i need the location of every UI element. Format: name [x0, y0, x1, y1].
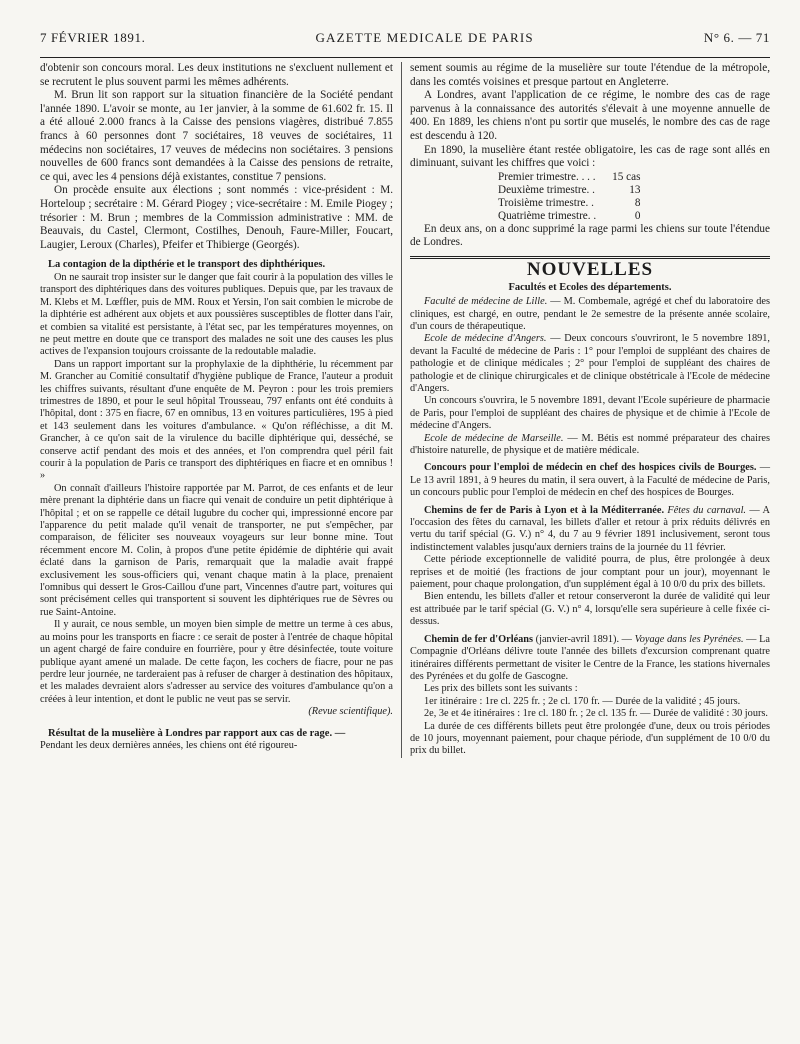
rage-cases-table	[498, 171, 646, 223]
paragraph: 2e, 3e et 4e itinéraires : 1re cl. 180 fr. ; 2e cl. 135 fr. — Durée de validité : 30 jours.	[424, 708, 768, 720]
left-column	[40, 62, 402, 758]
paragraph: En deux ans, on a donc supprimé la rage parmi les chiens sur toute l'étendue de Londres.	[410, 222, 770, 249]
paragraph: Bien entendu, les billets d'aller et retour conserveront la durée de validité qui leur est attribuée par le tarif spécial (G. V.) n° 4, lorsqu'elle sera supérieure à celle fixée ci-dessus.	[410, 591, 770, 628]
paragraph: Les prix des billets sont les suivants :	[424, 683, 578, 695]
header-page-number: N° 6. — 71	[703, 30, 770, 45]
news-item-orleans: Chemin de fer d'Orléans (janvier-avril 1891). — Voyage dans les Pyrénées. — La Compagnie d'Orléans délivre toute l'année des billets d'excursion comprenant quatre itinéraires différents permettant de visiter le Centre de la France, les stations hivernales des Pyrénées et du golfe de Gascogne.	[410, 633, 770, 682]
article-heading-diphtheria: La contagion de la dipthérie et le transport des diphthériques.	[48, 259, 326, 271]
running-header	[40, 16, 770, 58]
table-row: Troisième trimestre. . 8	[498, 196, 641, 209]
paragraph: d'obtenir son concours moral. Les deux institutions ne s'excluent nullement et se recrutent le plus souvent parmi les mêmes adhérents.	[40, 62, 393, 88]
article-heading-rage: Résultat de la muselière à Londres par rapport aux cas de rage. —	[48, 727, 346, 739]
right-column	[402, 62, 770, 758]
source-citation: (Revue scientifique).	[308, 706, 393, 718]
paragraph: Il y aurait, ce nous semble, un moyen bien simple de mettre un terme à ces abus, au moins pour les transports en fiacre : ce serait de poster à l'entrée de chaque hôpital un agent chargé de faire conduire en fourrière, pour y être désinfectée, toute voiture publique ayant amené un malade. De cette façon, les cochers de fiacre, pour ne pas perdre leur journée, ne tarderaient pas à refuser de charger à destination des hôpitaux, et les malades devraient alors s'adresser au service des voitures d'ambulance qu'on a créées à leur intention, et dont le public ne veut pas se servir.	[40, 619, 393, 705]
table-row: Deuxième trimestre. . 13	[498, 183, 641, 196]
paragraph: 1er itinéraire : 1re cl. 225 fr. ; 2e cl. 170 fr. — Durée de la validité ; 45 jours.	[424, 695, 741, 707]
two-column-body	[40, 62, 770, 758]
paragraph: La durée de ces différents billets peut être prolongée d'une, deux ou trois périodes de 10 jours, moyennant paiement, pour chaque période, d'un supplément de 10 0/0 du prix du billet.	[410, 720, 770, 757]
paragraph: On ne saurait trop insister sur le danger que fait courir à la population des villes le transport des diphtériques dans des voitures publiques. Depuis que, par les travaux de M. Klebs et M. Lœffler, puis de MM. Roux et Yersin, l'on sait combien le microbe de la diphtérie est adhérent aux objets et aux poussières susceptibles de flotter dans l'air, et combien sa vitalité est persistante, à l'état sec, par les températures moyennes, on ne peut mettre en doute que ce transport des malades ne soit une des causes les plus actives de l'expansion toujours croissante de la redoutable maladie.	[40, 271, 393, 358]
news-item-lille: Faculté de médecine de Lille. — M. Combemale, agrégé et chef du laboratoire des cliniques, est chargé, en outre, pendant le 2e semestre de la présente année scolaire, d'un cours de thérapeutique.	[410, 296, 770, 332]
news-item-angers: Ecole de médecine d'Angers. — Deux concours s'ouvriront, le 5 novembre 1891, devant la Faculté de médecine de Paris : 1° pour l'emploi de suppléant des chaires de pathologie et de clinique médicales ; 2° pour l'emploi de suppléant des chaires de pathologie et de clinique chirurgicales et de clinique obstétricale à l'Ecole de médecine d'Angers.	[410, 333, 771, 394]
paragraph: Pendant les deux dernières années, les chiens ont été rigoureu-	[40, 740, 298, 752]
paragraph: M. Brun lit son rapport sur la situation financière de la Société pendant l'année 1890. L'avoir se monte, au 1er janvier, à la somme de 61.602 fr. 15. Il a été alloué 2.000 francs à la Caisse des pensions viagères, distribué 7.855 francs à 60 personnes dont 7 sociétaires, 18 veuves de sociétaires, 11 médecins non sociétaires, 17 veuves de médecins non sociétaires. 3 pensions nouvelles de 600 francs sont demandées à la Caisse des pensions de retraite, ce qui, avec les 4 pensions déjà existantes, constitue 7 pensions.	[40, 89, 393, 183]
news-item-marseille: Ecole de médecine de Marseille. — M. Bétis est nommé préparateur des chaires d'histoire naturelle, de physique et de matière médicale.	[410, 432, 770, 456]
table-row: Quatrième trimestre. . 0	[498, 209, 641, 222]
news-item-plm: Chemins de fer de Paris à Lyon et à la Méditerranée. Fêtes du carnaval. — A l'occasion des fêtes du carnaval, les billets d'aller et retour à prix réduits délivrés en vertu du tarif spécial (G. V.) n° 4, du 7 au 9 février 1891 inclusivement, seront tous indistinctement valables jusqu'aux derniers trains de la journée du 11 février.	[410, 504, 770, 553]
paragraph: Dans un rapport important sur la prophylaxie de la diphthérie, lu récemment par M. Grancher au Comitié consultatif d'hygiène publique de France, l'auteur a produit les chiffres suivants, résultant d'une enquête de M. Peyron : pour les trois premiers trimestres de 1890, et pour le seul hôpital Trousseau, 797 enfants ont été conduits à l'hôpital, dont : 375 en fiacre, 67 en omnibus, 13 en voitures particulières, 195 à pied et 143 seulement dans les voitures d'ambulance. « Qu'on réfléchisse, a dit M. Grancher, à ce qu'on sait de la virulence du bacille diphtérique qui, desséché, se conserve actif pendant des mois et des années, et l'on comprendra quel péril fait courir à la population de Paris ce transport des diphtériques en fiacre et en omnibus ! »	[40, 358, 393, 482]
paragraph: Cette période exceptionnelle de validité pourra, de plus, être prolongée à deux reprises et de moitié (les fractions de jour comptant pour un jour), moyennant le paiement, pour chaque prolongation, d'un supplément égal à 10 0/0 du prix des billets.	[410, 554, 770, 591]
paragraph: sement soumis au régime de la muselière sur toute l'étendue de la métropole, dans les comtés voisines et presque partout en Angleterre.	[410, 62, 770, 88]
paragraph: A Londres, avant l'application de ce régime, le nombre des cas de rage parvenus à la connaissance des autorités s'élevait à une moyenne annuelle de 400. En 1889, les chiens n'ont pu sortir que muselés, le nombre des cas de rage est descendu à 120.	[410, 89, 770, 142]
header-title: GAZETTE MEDICALE DE PARIS	[315, 30, 534, 45]
table-row: Premier trimestre. . . . 15 cas	[498, 170, 641, 183]
paragraph: Un concours s'ouvrira, le 5 novembre 1891, devant l'Ecole supérieure de pharmacie de Paris, pour l'emploi de suppléant des chaires de physique et de chimie à l'Ecole de médecine d'Angers.	[410, 395, 770, 432]
subsection-heading: Facultés et Ecoles des départements.	[508, 281, 672, 293]
section-title-nouvelles: NOUVELLES	[526, 258, 654, 280]
news-item-concours: Concours pour l'emploi de médecin en chef des hospices civils de Bourges. — Le 13 avril 1891, à 9 heures du matin, il sera ouvert, à la Faculté de médecine de Paris, un concours public pour l'emploi de médecin en chef des hospices de Bourges.	[410, 462, 771, 499]
header-date: 7 FÉVRIER 1891.	[40, 30, 146, 45]
paragraph: On connaît d'ailleurs l'histoire rapportée par M. Parrot, de ces enfants et de leur mère prenant la diphtérie dans un fiacre qui venait de conduire un petit diphtérique à l'hôpital ; et on se rappelle ce détail lugubre du cocher qui, impressionné encore par l'apparence du petit malade qu'il venait de transporter, ne put s'empêcher, par comparaison, de féliciter ses nouveaux voyageurs sur leur bonne mine. Tout récemment encore M. Colin, à propos d'une petite épidémie de diphtérie qui avait éclaté dans la garnison de Paris, remarquait que la maladie avait frappé exclusivement les sous-officiers qui, venant chaque matin à la place, prenaient l'omnibus qui dessert le Gros-Caillou d'une part, Vincennes d'autre part, voitures qui sont précisément celles qui transportent si souvent les diphtériques rue de Sèvres ou rue Saint-Antoine.	[40, 482, 393, 618]
paragraph: En 1890, la muselière étant restée obligatoire, les cas de rage sont allés en diminuant, suivant les chiffres que voici :	[410, 143, 770, 170]
paragraph: On procède ensuite aux élections ; sont nommés : vice-président : M. Horteloup ; secrétaire : M. Gérard Piogey ; vice-secrétaire : M. Emile Piogey ; trésorier : M. Brun ; membres de la Commission administrative : MM. de Beauvais, du Castel, Clermont, Costilhes, Denouh, Faure-Miller, Foucart, Laugier, Leroux (Charles), Pfeifer et Thibierge (Georgés).	[40, 184, 393, 251]
